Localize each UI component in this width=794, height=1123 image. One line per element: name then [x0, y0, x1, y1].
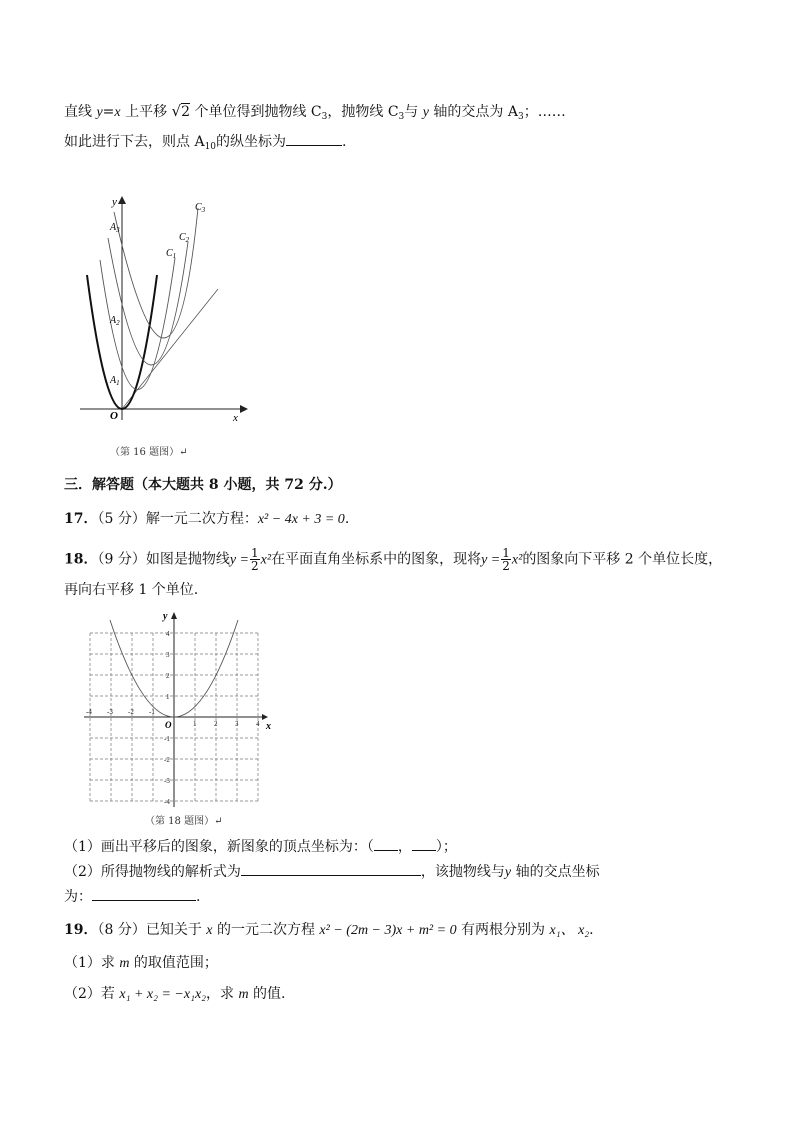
- q19-part1: [64, 953, 218, 974]
- text: 的一元二次方程: [212, 922, 320, 938]
- text: ；……: [523, 104, 566, 120]
- var-x: x: [206, 923, 213, 938]
- text: 的纵坐标为: [216, 134, 287, 150]
- svg-text:1: 1: [193, 720, 197, 728]
- answer-blank[interactable]: [286, 131, 342, 146]
- equation: x² − 4x + 3 = 0: [257, 512, 345, 527]
- y-label: y: [112, 196, 117, 208]
- y-axis-arrow: [118, 196, 126, 204]
- figure-16-caption: （第 16 题图）↵: [110, 447, 188, 458]
- text: .: [342, 134, 347, 150]
- text: 上平移: [120, 104, 172, 120]
- q18-line2: 再向右平移 1 个单位.: [64, 582, 199, 598]
- var-y: y: [422, 105, 429, 120]
- svg-text:-4: -4: [86, 708, 92, 716]
- x-label: x: [233, 412, 238, 424]
- q16-figure: [70, 190, 260, 450]
- question-number: 17．: [64, 511, 98, 527]
- q19-line1: [64, 920, 594, 941]
- a3-label: $A_3$: [110, 222, 120, 234]
- text: （1）画出平移后的图象，新图象的顶点坐标为：（: [64, 839, 374, 855]
- text: 轴的交点坐标: [511, 864, 600, 880]
- fraction: $\frac{1}{2}$: [251, 546, 259, 573]
- a1-label: $A_1$: [110, 375, 120, 387]
- text: .: [196, 889, 201, 905]
- text: =: [102, 104, 115, 120]
- x-axis-arrow: [262, 714, 268, 720]
- q18-part2-line2: [64, 886, 200, 907]
- question-number: 18．: [64, 551, 98, 568]
- text: ）；: [435, 839, 457, 855]
- c3-label: $C_3$: [195, 202, 206, 214]
- var-x: x: [114, 105, 121, 120]
- var-y: y: [504, 865, 512, 880]
- x-label: x: [266, 721, 271, 732]
- parabola-c3: [114, 208, 198, 338]
- var-m: m: [238, 987, 249, 1002]
- vertex-y-blank[interactable]: [412, 836, 436, 851]
- text: （1）求: [64, 955, 120, 971]
- svg-text:-2: -2: [128, 708, 134, 716]
- q18-figure: [80, 605, 280, 810]
- text: 的图象向下平移 2 个单位长度，: [522, 551, 723, 568]
- var-y: y: [96, 105, 103, 120]
- text: 的值.: [248, 986, 286, 1002]
- subscript: 3: [517, 112, 524, 122]
- text: （5 分）解一元二次方程：: [97, 511, 258, 527]
- svg-text:-2: -2: [164, 756, 170, 764]
- svg-text:4: 4: [166, 630, 170, 638]
- svg-text:3: 3: [235, 720, 239, 728]
- c1-label: $C_1$: [166, 248, 177, 260]
- text: （9 分）如图是抛物线: [97, 551, 230, 568]
- subscript: 3: [398, 112, 405, 122]
- text: 有两根分别为: [456, 922, 550, 938]
- eq-lhs: y =: [481, 552, 501, 568]
- text: 如此进行下去，则点 A: [64, 134, 205, 150]
- svg-text:-1: -1: [164, 735, 170, 743]
- svg-text:2: 2: [214, 720, 218, 728]
- q18-part2: [64, 861, 600, 883]
- equation: x₁ + x₂ = −x₁x₂: [119, 987, 207, 1002]
- figure-18-caption: （第 18 题图）↵: [145, 816, 223, 827]
- text: .: [344, 511, 350, 527]
- svg-text:3: 3: [166, 651, 170, 659]
- q16-line1: [64, 101, 566, 127]
- eq-lhs: y =: [229, 552, 250, 568]
- text: .: [589, 922, 594, 938]
- text: 的取值范围；: [129, 955, 218, 971]
- subscript: 3: [321, 112, 328, 122]
- text: ，该抛物线与: [420, 864, 505, 880]
- text: ，求: [206, 986, 239, 1002]
- expression-blank[interactable]: [241, 861, 421, 876]
- tick-labels: [86, 630, 260, 806]
- text: （2）所得抛物线的解析式为: [64, 864, 241, 880]
- y-label: y: [163, 611, 168, 622]
- text: 为：: [64, 889, 92, 905]
- q19-part2: [64, 984, 286, 1005]
- origin-label: O: [165, 720, 172, 730]
- svg-text:-4: -4: [164, 798, 170, 806]
- svg-text:1: 1: [166, 693, 170, 701]
- sqrt-symbol: √: [171, 102, 182, 120]
- a2-label: $A_2$: [110, 315, 120, 327]
- text: 在平面直角坐标系中的图象，现将: [271, 551, 482, 568]
- equation: x² − (2m − 3)x + m² = 0: [319, 923, 457, 938]
- fraction: $\frac{1}{2}$: [502, 546, 510, 573]
- vertex-x-blank[interactable]: [374, 836, 398, 851]
- q18-part1: [64, 836, 457, 857]
- svg-text:4: 4: [256, 720, 260, 728]
- question-number: 19．: [64, 922, 98, 938]
- text: 个单位得到抛物线 C: [190, 104, 322, 120]
- text: （2）若: [64, 986, 120, 1002]
- roots: x₁、 x₂: [549, 923, 590, 938]
- eq-term: x²: [511, 552, 523, 568]
- q17: [64, 509, 349, 530]
- var-m: m: [119, 956, 130, 971]
- eq-term: x²: [260, 552, 272, 568]
- svg-text:2: 2: [166, 672, 170, 680]
- text: 直线: [64, 104, 97, 120]
- x-axis-arrow: [240, 405, 248, 413]
- origin-label: O: [110, 410, 118, 422]
- text: （8 分）已知关于: [97, 922, 207, 938]
- svg-text:-3: -3: [107, 708, 113, 716]
- c2-label: $C_2$: [179, 232, 190, 244]
- svg-text:-1: -1: [149, 708, 155, 716]
- text: 与: [404, 104, 423, 120]
- svg-text:-3: -3: [164, 777, 170, 785]
- q16-line2: [64, 131, 346, 157]
- q18-line1: [64, 547, 722, 572]
- text: 轴的交点为 A: [428, 104, 518, 120]
- text: ，: [397, 839, 412, 855]
- y-axis-arrow: [171, 612, 177, 619]
- intersection-blank[interactable]: [92, 886, 196, 901]
- section-3-title: 三．解答题（本大题共 8 小题，共 72 分.）: [64, 477, 342, 493]
- text: ，抛物线 C: [327, 104, 399, 120]
- sqrt-value: 2: [181, 104, 191, 120]
- subscript: 10: [204, 142, 217, 152]
